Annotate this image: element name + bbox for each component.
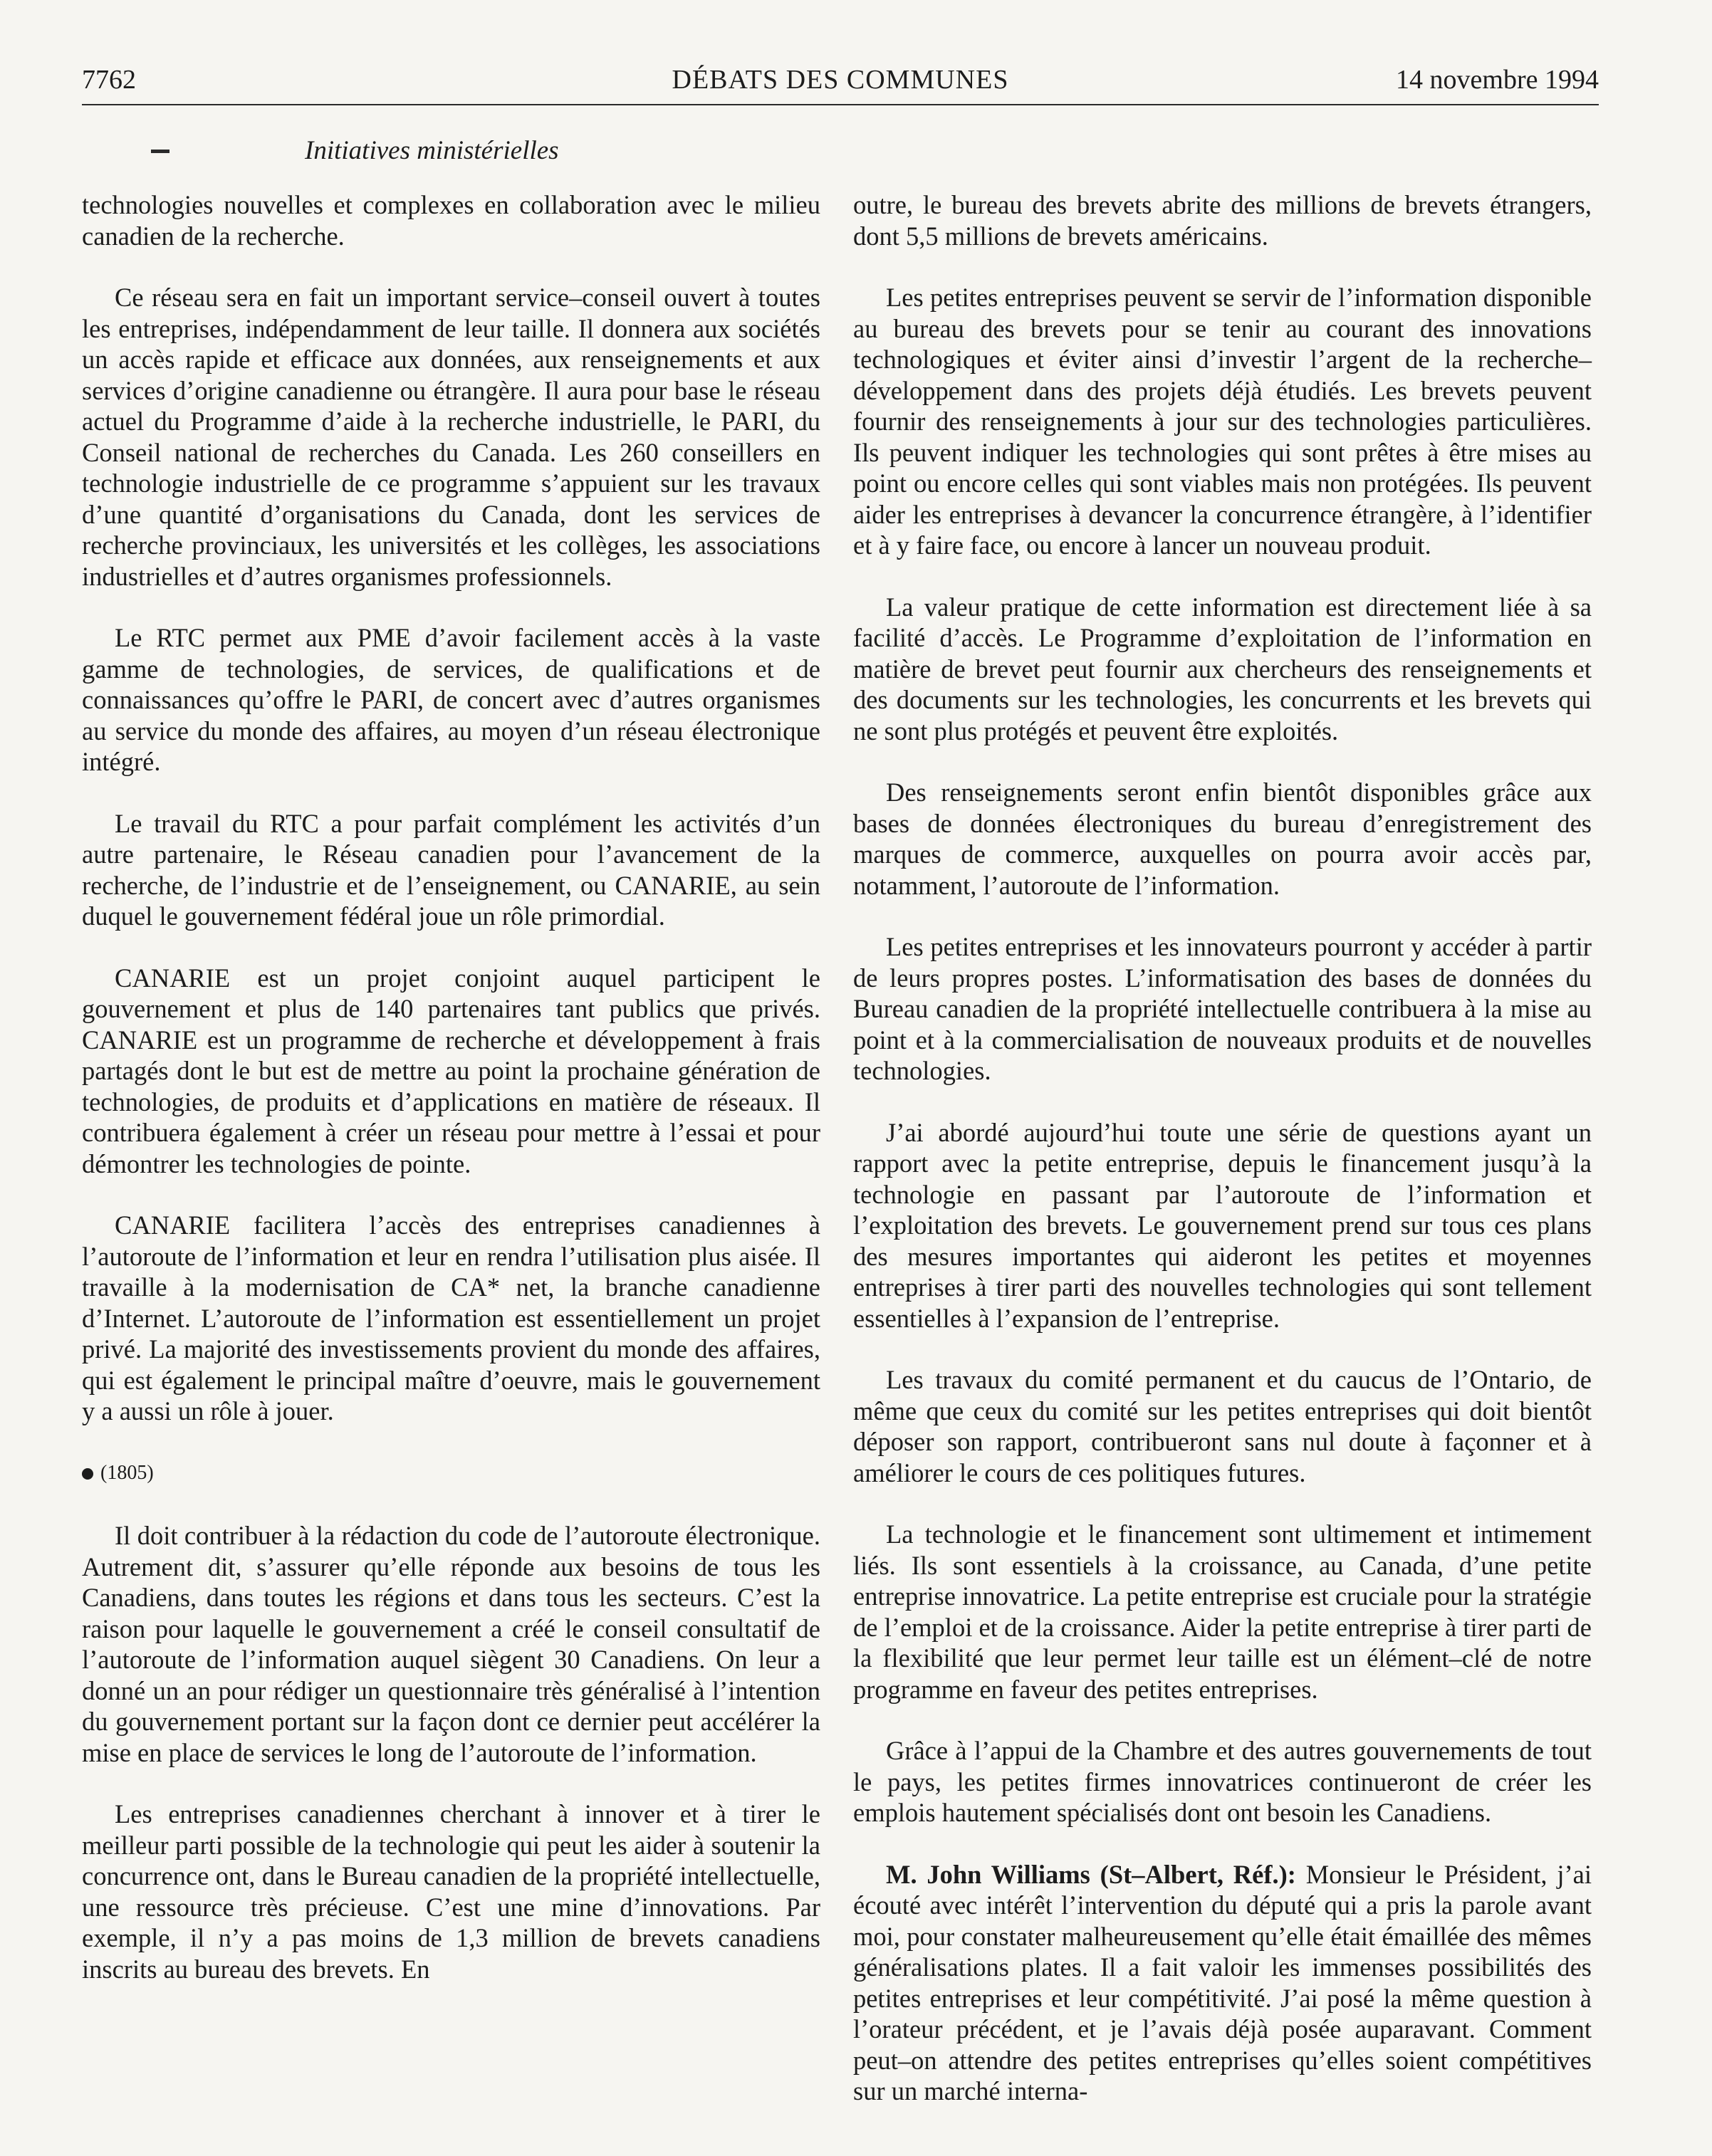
paragraph: Le RTC permet aux PME d’avoir facilement accès à la vaste gamme de technologies, de services, de qualifications et de connaissances qu’offre le PARI, de concert avec d’autres organismes au service du monde des affaires, au moyen d’un réseau électronique intégré. <box>82 623 820 776</box>
paragraph: technologies nouvelles et complexes en collaboration avec le milieu canadien de la recherche. <box>82 190 820 251</box>
paragraph: Les petites entreprises et les innovateurs pourront y accéder à partir de leurs propres postes. L’informatisation des bases de données du Bureau canadien de la propriété intellectuelle contribuera à la mise au point et à la commercialisation de nouveaux produits et de nouvelles technologies. <box>853 932 1592 1085</box>
paragraph: La technologie et le financement sont ultimement et intimement liés. Ils sont essentiels à la croissance, au Canada, d’une petite entreprise innovatrice. La petite entreprise est cruciale pour la stratégie de l’emploi et de la croissance. Aider la petite entreprise à tirer parti de la flexibilité que leur permet leur taille est un élément–clé de notre programme en faveur des petites entreprises. <box>853 1519 1592 1704</box>
time-marker <box>82 1458 820 1489</box>
section-dash <box>151 150 169 153</box>
paragraph: Des renseignements seront enfin bientôt disponibles grâce aux bases de données électroniques du bureau d’enregistrement des marques de commerce, auxquelles on pourra avoir accès par, notamment, l’autoroute de l’information. <box>853 778 1592 900</box>
right-column <box>853 189 1592 2137</box>
paragraph: J’ai abordé aujourd’hui toute une série de questions ayant un rapport avec la petite entreprise, depuis le financement jusqu’à la technologie en passant par l’autoroute de l’information et l’exploitation des brevets. Le gouvernement prend sur tous ces plans des mesures importantes qui aideront les petites et moyennes entreprises à tirer parti des nouvelles technologies qui sont tellement essentielles à l’expansion de l’entreprise. <box>853 1117 1592 1333</box>
paragraph: Les travaux du comité permanent et du caucus de l’Ontario, de même que ceux du comité sur les petites entreprises qui doit bientôt déposer son rapport, contribueront sans nul doute à façonner et à améliorer le cours de ces politiques futures. <box>853 1365 1592 1487</box>
paragraph: Grâce à l’appui de la Chambre et des autres gouvernements de tout le pays, les petites firmes innovatrices continueront de créer les emplois hautement spécialisés dont ont besoin les Canadiens. <box>853 1736 1592 1827</box>
speech-text: Monsieur le Président, j’ai écouté avec intérêt l’intervention du député qui a pris la parole avant moi, pour constater malheureusement qu’elle était émaillée des mêmes généralisations plates. Il a fait valoir les immenses possibilités des petites entreprises et leur compétitivité. J’ai posé la même question à l’orateur précédent, et je l’avais déjà posée auparavant. Comment peut–on attendre des petites entreprises qu’elles soient compétitives sur un marché interna- <box>853 1859 1592 2105</box>
paragraph: Le travail du RTC a pour parfait complément les activités d’un autre partenaire, le Réseau canadien pour l’avancement de la recherche, de l’industrie et de l’enseignement, ou CANARIE, au sein duquel le gouvernement fédéral joue un rôle primordial. <box>82 808 820 931</box>
paragraph: CANARIE facilitera l’accès des entreprises canadiennes à l’autoroute de l’information et leur en rendra l’utilisation plus aisée. Il travaille à la modernisation de CA* net, la branche canadienne d’Internet. L’autoroute de l’information est essentiellement un projet privé. La majorité des investissements provient du monde des affaires, qui est également le principal maître d’oeuvre, mais le gouvernement y a aussi un rôle à jouer. <box>82 1210 820 1425</box>
header-rule <box>82 104 1599 105</box>
section-title: Initiatives ministérielles <box>305 136 559 165</box>
speaker-name: M. John Williams (St–Albert, Réf.): <box>886 1859 1296 1889</box>
left-column <box>82 189 820 2015</box>
publication-date: 14 novembre 1994 <box>1396 65 1599 95</box>
page-number: 7762 <box>82 65 136 95</box>
paragraph: Il doit contribuer à la rédaction du code de l’autoroute électronique. Autrement dit, s’assurer qu’elle réponde aux besoins de tous les Canadiens, dans toutes les régions et dans tous les secteurs. C’est la raison pour laquelle le gouvernement a créé le conseil consultatif de l’autoroute de l’information auquel siègent 30 Canadiens. On leur a donné un an pour rédiger un questionnaire très généralisé à l’intention du gouvernement portant sur la façon dont ce dernier peut accélérer la mise en place de services le long de l’autoroute de l’information. <box>82 1521 820 1767</box>
bullet-icon <box>82 1468 93 1480</box>
paragraph: La valeur pratique de cette information est directement liée à sa facilité d’accès. Le Programme d’exploitation de l’information en matière de brevet peut fournir aux chercheurs des renseignements et des documents sur les technologies, les concurrents et les brevets qui ne sont plus protégés et peuvent être exploités. <box>853 592 1592 745</box>
paragraph: Les petites entreprises peuvent se servir de l’information disponible au bureau des brevets pour se tenir au courant des innovations technologiques et éviter ainsi d’investir l’argent de la recherche–développement dans des projets déjà étudiés. Les brevets peuvent fournir des renseignements à jour sur des technologies particulières. Ils peuvent indiquer les technologies qui sont prêtes à être mises au point ou encore celles qui sont viables mais non protégées. Ils peuvent aider les entreprises à devancer la concurrence étrangère, à l’identifier et à y faire face, ou encore à lancer un nouveau produit. <box>853 283 1592 560</box>
paragraph: Les entreprises canadiennes cherchant à innover et à tirer le meilleur parti possible de la technologie qui peut les aider à soutenir la concurrence ont, dans le Bureau canadien de la propriété intellectuelle, une ressource très précieuse. C’est une mine d’innovations. Par exemple, il n’y a pas moins de 1,3 million de brevets canadiens inscrits au bureau des brevets. En <box>82 1799 820 1984</box>
paragraph: Ce réseau sera en fait un important service–conseil ouvert à toutes les entreprises, indépendamment de leur taille. Il donnera aux sociétés un accès rapide et efficace aux données, aux renseignements et aux services d’origine canadienne ou étrangère. Il aura pour base le réseau actuel du Programme d’aide à la recherche industrielle, le PARI, du Conseil national de recherches du Canada. Les 260 conseillers en technologie industrielle de ce programme s’appuient sur les travaux d’une quantité d’organisations du Canada, dont les services de recherche provinciaux, les universités et les collèges, les associations industrielles et d’autres organismes professionnels. <box>82 283 820 591</box>
publication-title: DÉBATS DES COMMUNES <box>672 65 1009 95</box>
page-header <box>82 64 1599 107</box>
time-marker-text: (1805) <box>100 1461 154 1484</box>
paragraph: outre, le bureau des brevets abrite des millions de brevets étrangers, dont 5,5 millions de brevets américains. <box>853 190 1592 251</box>
speech-paragraph <box>853 1859 1592 2107</box>
paragraph: CANARIE est un projet conjoint auquel participent le gouvernement et plus de 140 partenaires tant publics que privés. CANARIE est un programme de recherche et développement à frais partagés dont le but est de mettre au point la prochaine génération de technologies, de produits et d’applications en matière de réseaux. Il contribuera également à créer un réseau pour mettre à l’essai et pour démontrer les technologies de pointe. <box>82 963 820 1178</box>
